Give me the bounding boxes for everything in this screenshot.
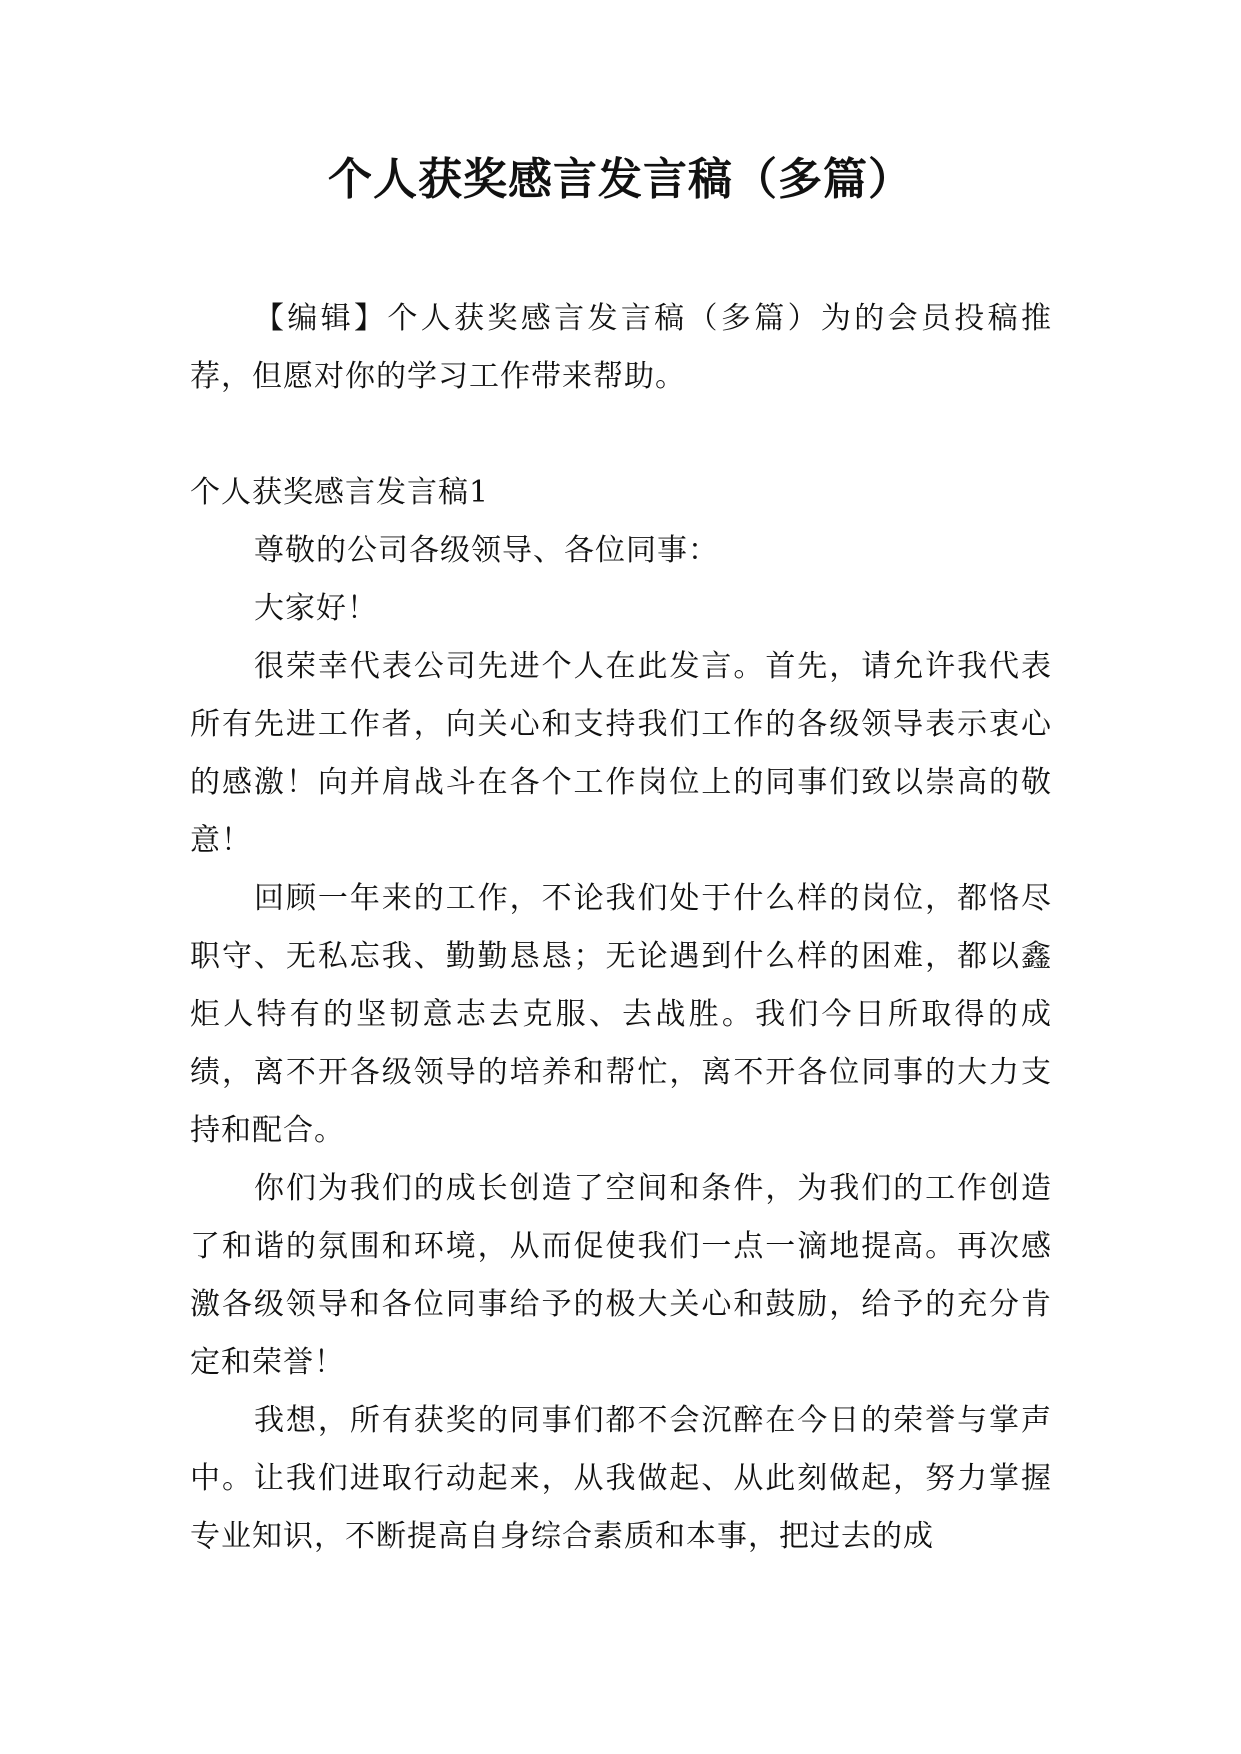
body-paragraph: 回顾一年来的工作，不论我们处于什么样的岗位，都恪尽职守、无私忘我、勤勤恳恳；无论遇到什么样的困难，都以鑫炬人特有的坚韧意志去克服、去战胜。我们今日所取得的成绩，离不开各级领导的培养和帮忙，离不开各位同事的大力支持和配合。 (190, 881, 1052, 1148)
document-title: 个人获奖感言发言稿（多篇） (328, 154, 913, 205)
intro-paragraph: 【编辑】个人获奖感言发言稿（多篇）为的会员投稿推荐，但愿对你的学习工作带来帮助。 (190, 301, 1052, 394)
body-paragraph: 很荣幸代表公司先进个人在此发言。首先，请允许我代表所有先进工作者，向关心和支持我们工作的各级领导表示衷心的感激！向并肩战斗在各个工作岗位上的同事们致以崇高的敬意！ (190, 649, 1052, 858)
body-paragraph: 我想，所有获奖的同事们都不会沉醉在今日的荣誉与掌声中。让我们进取行动起来，从我做起、从此刻做起，努力掌握专业知识，不断提高自身综合素质和本事，把过去的成 (190, 1403, 1052, 1554)
body-paragraph: 你们为我们的成长创造了空间和条件，为我们的工作创造了和谐的氛围和环境，从而促使我们一点一滴地提高。再次感激各级领导和各位同事给予的极大关心和鼓励，给予的充分肯定和荣誉！ (190, 1171, 1052, 1380)
salutation-paragraph: 尊敬的公司各级领导、各位同事： (254, 533, 719, 568)
document-body (190, 290, 1052, 1566)
greeting-paragraph: 大家好！ (254, 591, 378, 626)
section-heading: 个人获奖感言发言稿1 (190, 475, 490, 510)
paragraph-spacer (190, 406, 1052, 464)
